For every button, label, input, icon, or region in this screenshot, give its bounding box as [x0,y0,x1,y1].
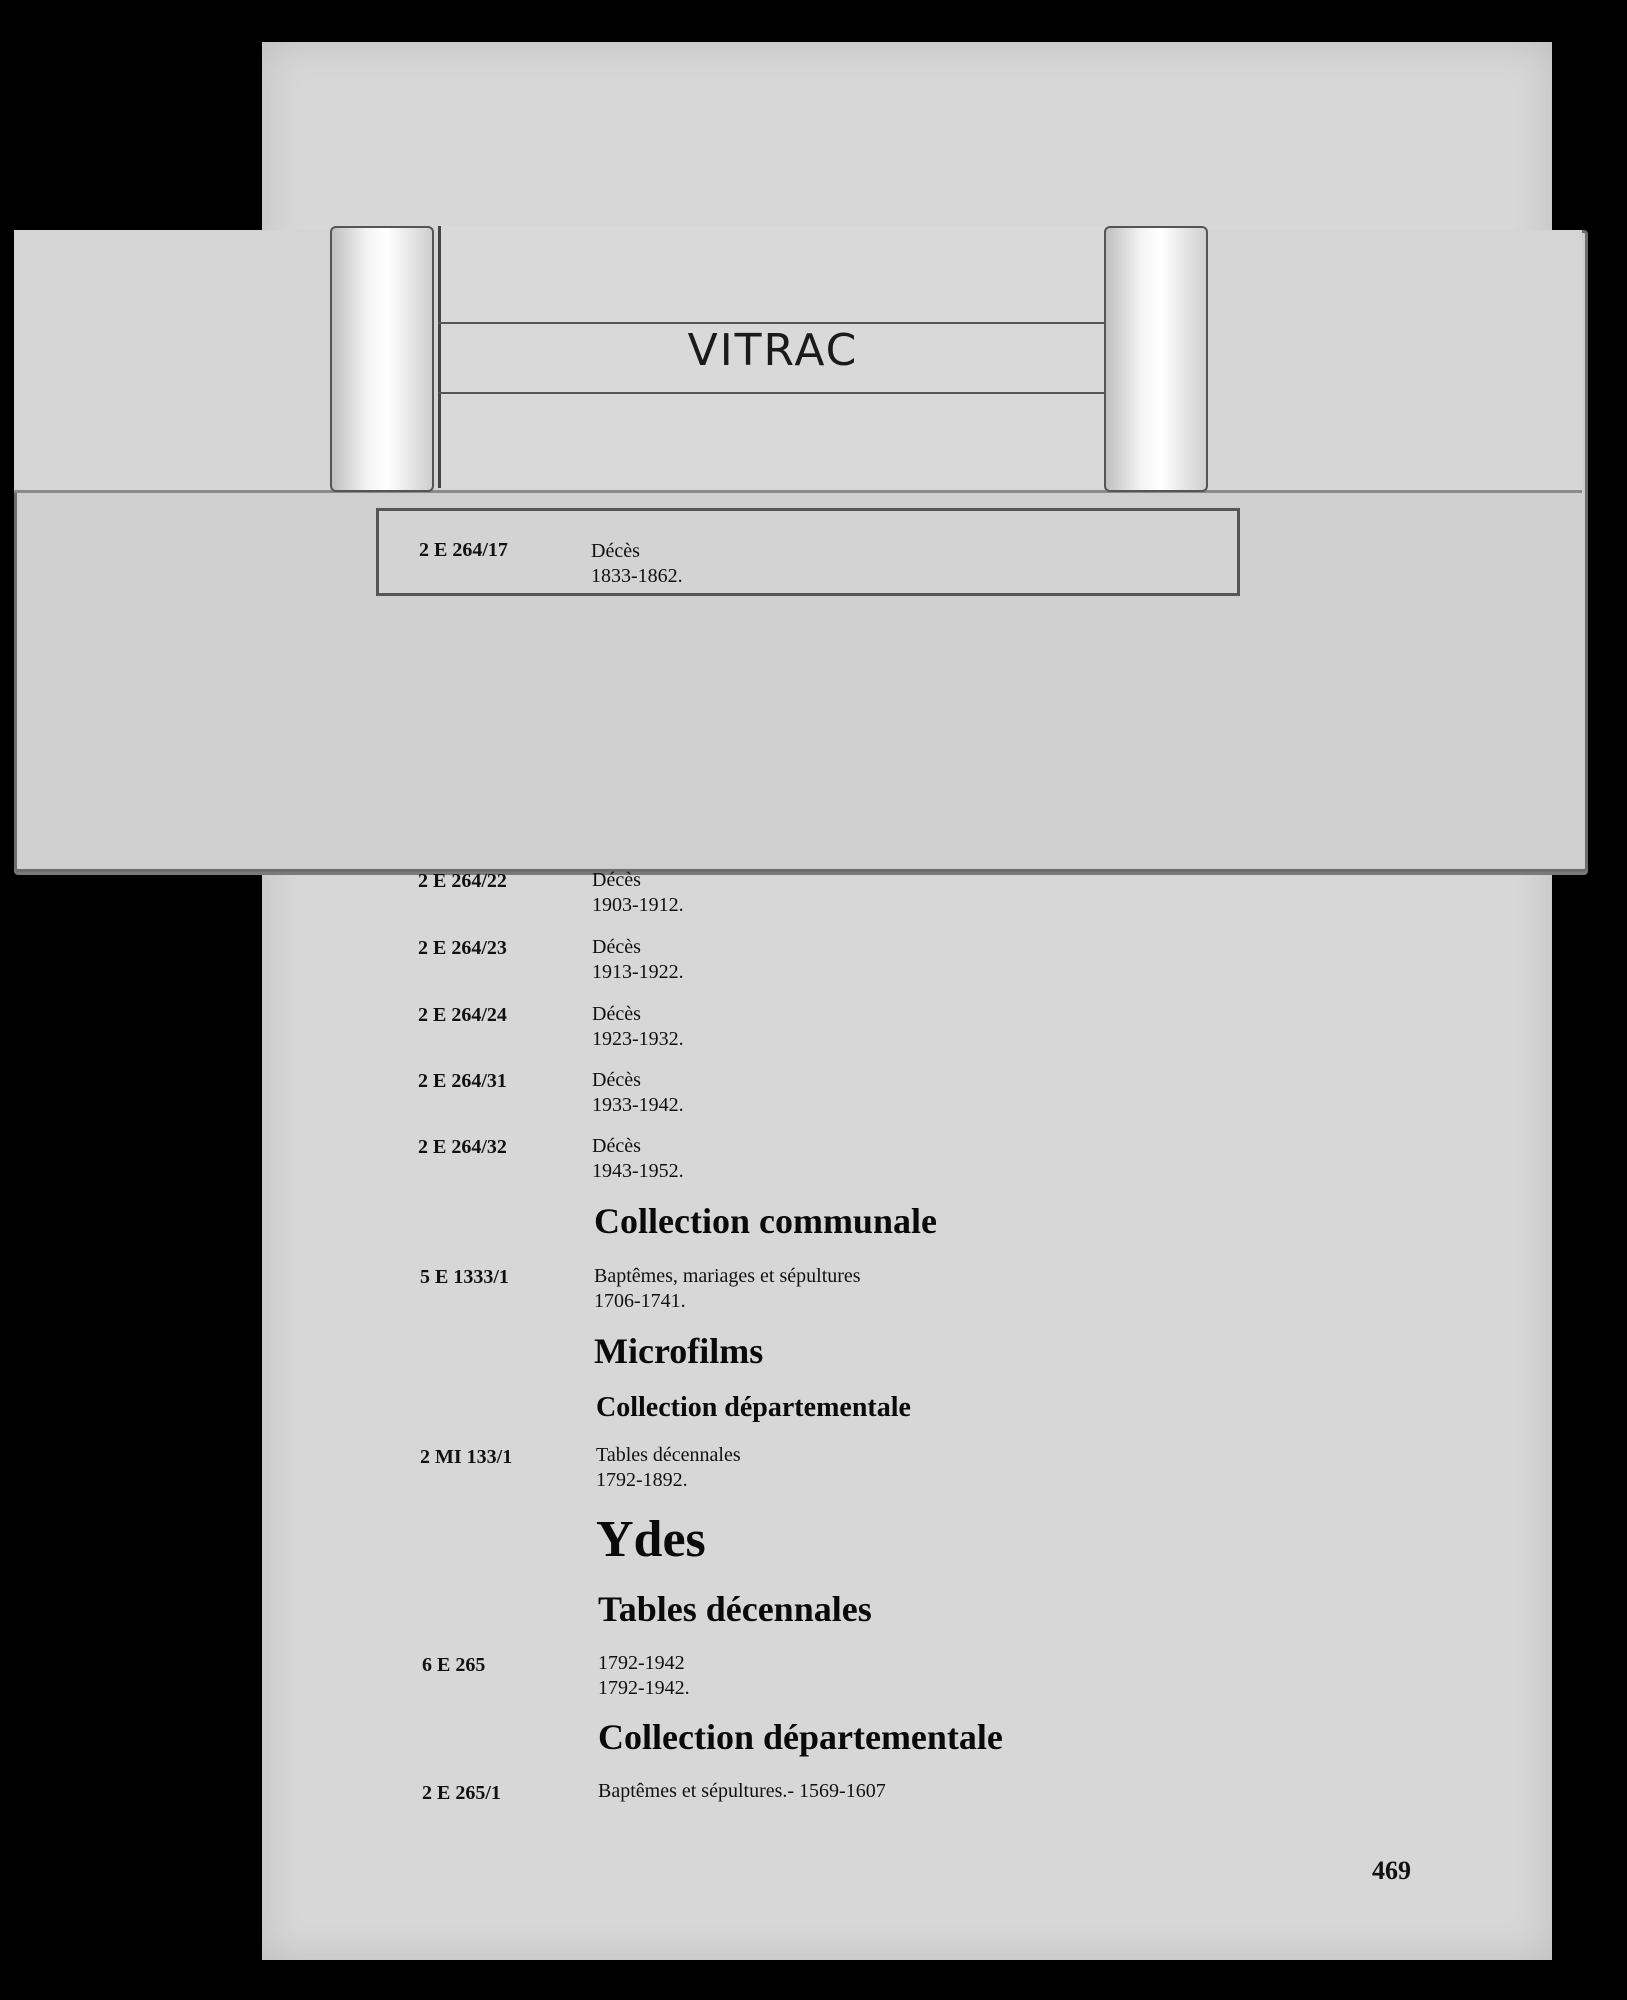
entry-title: Décès [592,1135,641,1157]
boxed-entry [376,508,1240,596]
entry-dates: 1933-1942. [592,1094,684,1116]
entry-title: Décès [592,1003,641,1025]
clip-left [330,226,434,492]
entry-title: Décès [592,869,641,891]
entry-dates: 1913-1922. [592,961,684,983]
entry-dates: 1943-1952. [592,1160,684,1182]
page-number: 469 [1372,1856,1411,1885]
entry-title: Baptêmes et sépultures.- 1569-1607 [598,1780,886,1802]
entry-code: 2 E 264/24 [418,1004,507,1026]
label-rule-bottom [438,392,1108,394]
entry-title: Baptêmes, mariages et sépultures [594,1265,861,1287]
label-rule-top [438,322,1108,324]
entry-code: 2 E 264/23 [418,937,507,959]
entry-dates: 1706-1741. [594,1290,686,1312]
entry-title: Décès [591,540,640,562]
clip-right [1104,226,1208,492]
section-heading: Collection départementale [598,1717,1003,1757]
entry-code: 2 E 264/22 [418,870,507,892]
entry-dates: 1833-1862. [591,565,683,587]
subsection-heading: Collection départementale [596,1392,911,1423]
entry-title: Décès [592,1069,641,1091]
entry-dates: 1903-1912. [592,894,684,916]
entry-code: 5 E 1333/1 [420,1266,509,1288]
entry-title: 1792-1942 [598,1652,685,1674]
entry-code: 2 E 265/1 [422,1782,501,1804]
envelope-label: VITRAC [687,325,859,376]
commune-heading: Ydes [596,1511,706,1568]
entry-code: 2 E 264/31 [418,1070,507,1092]
entry-code: 2 MI 133/1 [420,1446,513,1468]
entry-code: 6 E 265 [422,1654,486,1676]
entry-code: 2 E 264/17 [419,539,508,561]
entry-title: Tables décennales [596,1444,741,1466]
entry-title: Décès [592,936,641,958]
section-heading: Tables décennales [598,1589,872,1629]
entry-code: 2 E 264/32 [418,1136,507,1158]
entry-dates: 1792-1942. [598,1677,690,1699]
section-heading-microfilms: Microfilms [594,1331,764,1371]
entry-dates: 1792-1892. [596,1469,688,1491]
entry-dates: 1923-1932. [592,1028,684,1050]
section-heading: Collection communale [594,1201,937,1241]
